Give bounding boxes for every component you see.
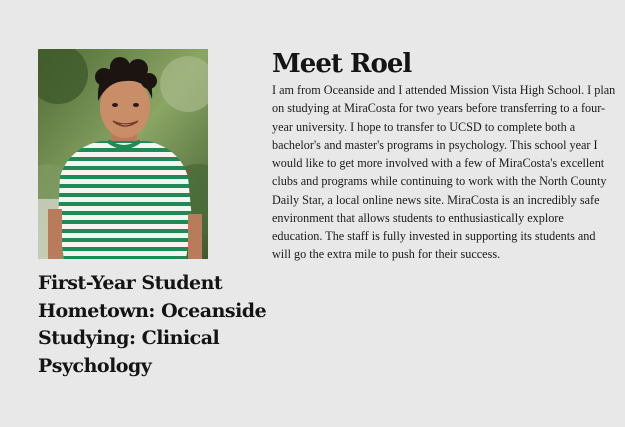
page-title: Meet Roel (272, 49, 412, 79)
detail-studying: Studying: Clinical (38, 327, 220, 349)
student-photo (38, 49, 208, 259)
detail-year: First-Year Student (38, 272, 223, 294)
bio-paragraph: I am from Oceanside and I attended Mission Vista High School. I plan on studying at MiraCosta for two years before transferring to a four-year university. I hope to transfer to UCSD to complete both a bachelor's and master's programs in psychology. This school year I would like to get more involved with a few of MiraCosta's excellent clubs and programs while continuing to work with the North County Daily Star, a local online news site. MiraCosta is an incredibly safe environment that allows students to enthusiastically explore education. The staff is fully invested in supporting its students and will go the extra mile to push for their success. (272, 83, 616, 262)
student-details (38, 270, 268, 380)
detail-studying-cont: Psychology (38, 354, 152, 377)
detail-hometown: Hometown: Oceanside (38, 299, 267, 322)
